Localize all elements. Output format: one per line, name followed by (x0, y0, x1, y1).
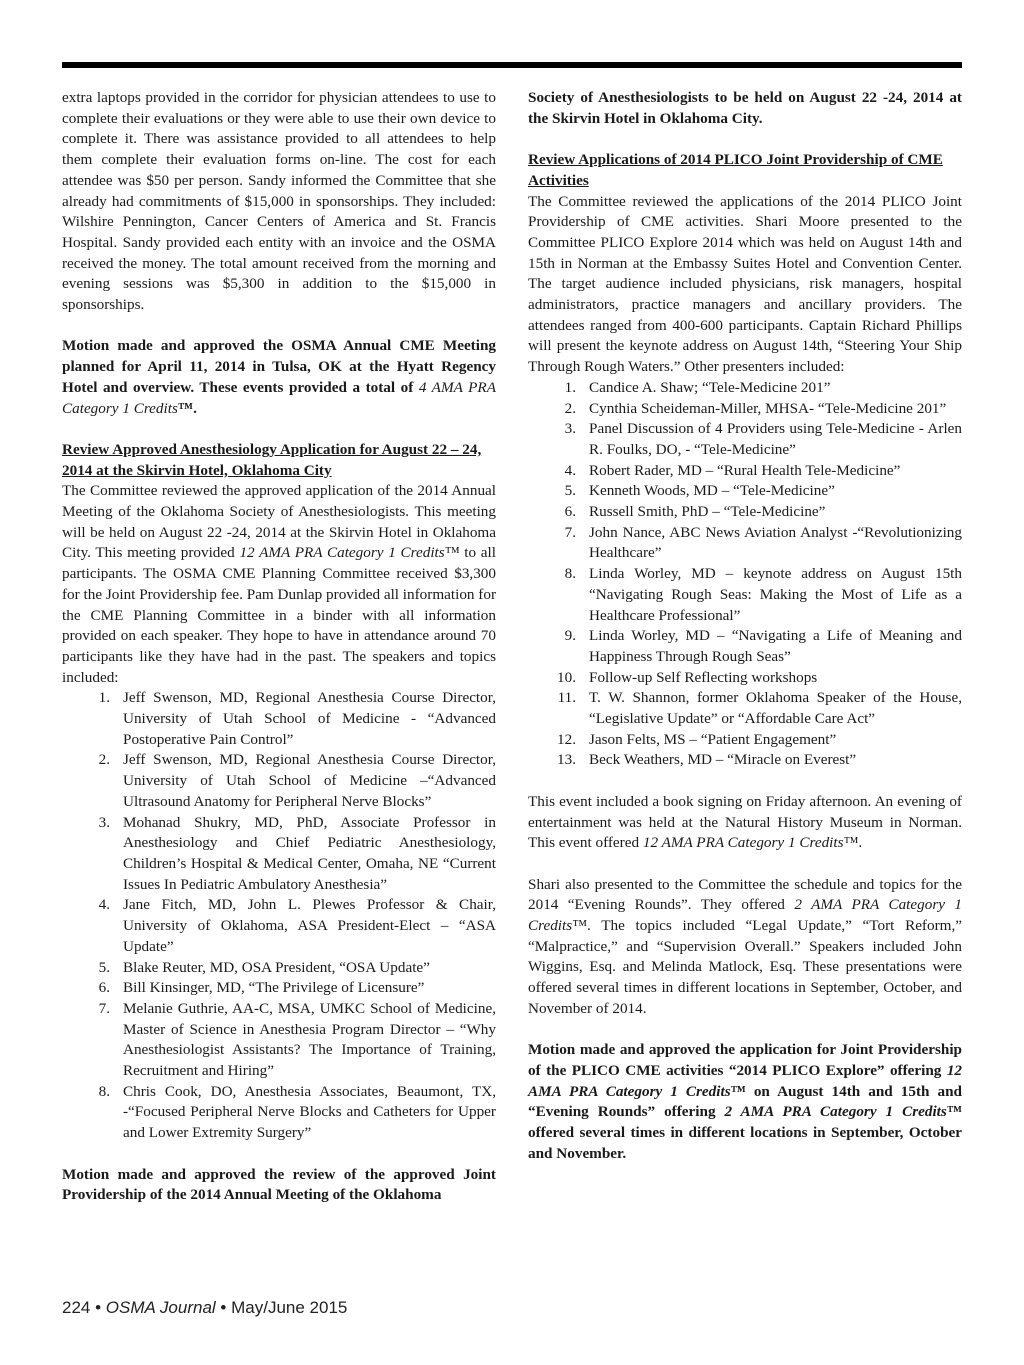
presenters-list (528, 378, 962, 771)
speaker-item-number: 2. (98, 751, 110, 769)
speaker-item-number: 3. (98, 813, 110, 831)
left-column (62, 88, 496, 1206)
presenter-item (528, 626, 962, 667)
presenter-item-text: Kenneth Woods, MD – “Tele-Medicine” (589, 482, 835, 500)
presenter-item-text: T. W. Shannon, former Oklahoma Speaker of the House, “Legislative Update” or “Affordable Care Act” (589, 689, 962, 728)
presenter-item-text: Candice A. Shaw; “Tele-Medicine 201” (589, 378, 831, 396)
presenter-item (528, 378, 962, 399)
presenter-item-number: 11. (557, 689, 576, 707)
presenter-item (528, 668, 962, 689)
presenter-item-number: 5. (564, 482, 576, 500)
speaker-item-text: Mohanad Shukry, MD, PhD, Associate Professor in Anesthesiology and Chief Pediatric Anesthesiology, Children’s Hospital & Medical Center, Omaha, NE “Current Issues In Pediatric Ambulatory Anesthesia” (123, 813, 496, 893)
speaker-item (62, 978, 496, 999)
presenter-item (528, 564, 962, 626)
presenter-item (528, 750, 962, 771)
section-heading-plico: Review Applications of 2014 PLICO Joint Providership of CME Activities (528, 151, 943, 189)
right-column (528, 88, 962, 1165)
page-number: 224 (62, 1298, 91, 1317)
speaker-item-number: 1. (98, 689, 110, 707)
speaker-item-text: Blake Reuter, MD, OSA President, “OSA Update” (123, 958, 430, 976)
intro-paragraph: extra laptops provided in the corridor for physician attendees to use to complete their evaluations or they were able to use their own device to complete it. There was assistance provided to all attendees to help them complete their evaluation forms on-line. The cost for each attendee was $50 per person. Sandy informed the Committee that she already had commitments of $15,000 in sponsorships. They included: Wilshire Pennington, Cancer Centers of America and St. Francis Hospital. Sandy provided each entity with an invoice and the OSMA received the money. The total amount received from the morning and evening sessions was $5,300 in addition to the $15,000 in sponsorships. (62, 89, 496, 314)
presenter-item-number: 3. (564, 420, 576, 438)
speaker-item-number: 8. (98, 1082, 110, 1100)
speaker-item (62, 958, 496, 979)
presenter-item-number: 10. (557, 668, 576, 686)
presenter-item-number: 13. (557, 751, 576, 769)
speaker-item-text: Jeff Swenson, MD, Regional Anesthesia Course Director, University of Utah School of Medicine - “Advanced Postoperative Pain Control” (123, 689, 496, 748)
motion-joint-providership-start: Motion made and approved the review of the approved Joint Providership of the 2014 Annual Meeting of the Oklahoma (62, 1165, 496, 1204)
anesthesiology-body: The Committee reviewed the approved application of the 2014 Annual Meeting of the Oklahoma Society of Anesthesiologists. This meeting will be held on August 22 -24, 2014 at the Skirvin Hotel in Oklahoma City. This meeting provided 12 AMA PRA Category 1 Credits™ to all participants. The OSMA CME Planning Committee received $3,300 for the Joint Providership fee. Pam Dunlap provided all information for the CME Planning Committee in a binder with all information provided on each speaker. They hope to have in attendance around 70 participants like they have had in the past. The speakers and topics included: (62, 482, 497, 686)
section-heading-anesthesiology: Review Approved Anesthesiology Application for August 22 – 24, 2014 at the Skirvin Hotel, Oklahoma City (62, 440, 482, 479)
presenter-item-number: 8. (564, 565, 576, 583)
presenter-item (528, 461, 962, 482)
presenter-item-text: Linda Worley, MD – keynote address on August 15th “Navigating Rough Seas: Making the Most of Life as a Healthcare Professional” (589, 565, 962, 624)
speaker-item (62, 688, 496, 750)
presenter-item-text: Cynthia Scheideman-Miller, MHSA- “Tele-Medicine 201” (589, 399, 947, 417)
presenter-item (528, 523, 962, 564)
presenter-item-text: Follow-up Self Reflecting workshops (589, 668, 818, 686)
evening-rounds-paragraph: Shari also presented to the Committee the schedule and topics for the 2014 “Evening Rounds”. They offered 2 AMA PRA Category 1 Credits™. The topics included “Legal Update,” “Tort Reform,” “Malpractice,” and “Supervision Overall.” Speakers included John Wiggins, Esq. and Melinda Matlock, Esq. These presentations were offered several times in different locations in September, October, and November of 2014. (528, 875, 962, 1017)
presenter-item-text: John Nance, ABC News Aviation Analyst -“Revolutionizing Healthcare” (589, 523, 962, 562)
presenter-item-number: 6. (564, 503, 576, 521)
page-footer: 224 • OSMA Journal • May/June 2015 (62, 1298, 348, 1317)
speaker-item-text: Melanie Guthrie, AA-C, MSA, UMKC School of Medicine, Master of Science in Anesthesia Program Director – “Why Anesthesiologist Assistants? The Importance of Training, Recruitment and Hiring” (123, 999, 496, 1080)
presenter-item (528, 481, 962, 502)
speaker-item (62, 999, 496, 1082)
speaker-item-number: 4. (98, 896, 110, 914)
presenter-item-number: 1. (564, 378, 576, 396)
presenter-item-text: Russell Smith, PhD – “Tele-Medicine” (589, 503, 826, 521)
speaker-item-text: Jane Fitch, MD, John L. Plewes Professor & Chair, University of Oklahoma, ASA President-Elect – “ASA Update” (123, 896, 496, 955)
presenter-item (528, 502, 962, 523)
speaker-item-number: 5. (98, 958, 110, 976)
speaker-item-text: Bill Kinsinger, MD, “The Privilege of Licensure” (123, 979, 425, 997)
presenter-item-number: 4. (564, 461, 576, 479)
motion-plico: Motion made and approved the application for Joint Providership of the PLICO CME activities “2014 PLICO Explore” offering 12 AMA PRA Category 1 Credits™ on August 14th and 15th and “Evening Rounds” offering 2 AMA PRA Category 1 Credits™ offered several times in different locations in September, October and November. (528, 1041, 963, 1162)
speaker-item-text: Jeff Swenson, MD, Regional Anesthesia Course Director, University of Utah School of Medicine –“Advanced Ultrasound Anatomy for Peripheral Nerve Blocks” (123, 751, 496, 810)
presenter-item-number: 9. (564, 627, 576, 645)
motion-joint-providership-end: Society of Anesthesiologists to be held on August 22 -24, 2014 at the Skirvin Hotel in Oklahoma City. (528, 89, 962, 127)
speakers-list (62, 688, 496, 1143)
journal-title: OSMA Journal (105, 1298, 216, 1317)
presenter-item-text: Robert Rader, MD – “Rural Health Tele-Medicine” (589, 461, 901, 479)
speaker-item (62, 1082, 496, 1144)
top-rule (62, 62, 962, 68)
presenter-item (528, 688, 962, 729)
speaker-item (62, 895, 496, 957)
presenter-item-text: Beck Weathers, MD – “Miracle on Everest” (589, 751, 857, 769)
presenter-item-text: Linda Worley, MD – “Navigating a Life of Meaning and Happiness Through Rough Seas” (589, 627, 962, 665)
speaker-item-text: Chris Cook, DO, Anesthesia Associates, Beaumont, TX, -“Focused Peripheral Nerve Blocks and Catheters for Upper and Lower Extremity Surgery” (123, 1082, 496, 1142)
presenter-item (528, 399, 962, 420)
presenter-item-text: Jason Felts, MS – “Patient Engagement” (589, 730, 837, 748)
issue-date: May/June 2015 (231, 1298, 348, 1317)
presenter-item-number: 12. (557, 730, 576, 748)
speaker-item-number: 7. (98, 999, 110, 1017)
plico-body: The Committee reviewed the applications of the 2014 PLICO Joint Providership of CME activities. Shari Moore presented to the Committee PLICO Explore 2014 which was held on August 14th and 15th in Norman at the Embassy Suites Hotel and Convention Center. The target audience included physicians, risk managers, hospital administrators, practice managers and ancillary providers. The attendees ranged from 400-600 participants. Captain Richard Phillips will present the keynote address on August 14th, “Steering Your Ship Through Rough Waters.” Other presenters included: (528, 192, 962, 376)
presenter-item-number: 7. (564, 523, 576, 541)
event-paragraph: This event included a book signing on Friday afternoon. An evening of entertainment was held at the Natural History Museum in Norman. This event offered 12 AMA PRA Category 1 Credits™. (528, 792, 962, 852)
speaker-item (62, 750, 496, 812)
speaker-item (62, 813, 496, 896)
motion-annual-cme: Motion made and approved the OSMA Annual CME Meeting planned for April 11, 2014 in Tulsa, OK at the Hyatt Regency Hotel and overview. These events provided a total of 4 AMA PRA Category 1 Credits™. (62, 337, 496, 417)
presenter-item-number: 2. (564, 399, 576, 417)
presenter-item-text: Panel Discussion of 4 Providers using Tele-Medicine - Arlen R. Foulks, DO, - “Tele-Medicine” (589, 420, 962, 458)
presenter-item (528, 730, 962, 751)
speaker-item-number: 6. (98, 979, 110, 997)
presenter-item (528, 419, 962, 460)
